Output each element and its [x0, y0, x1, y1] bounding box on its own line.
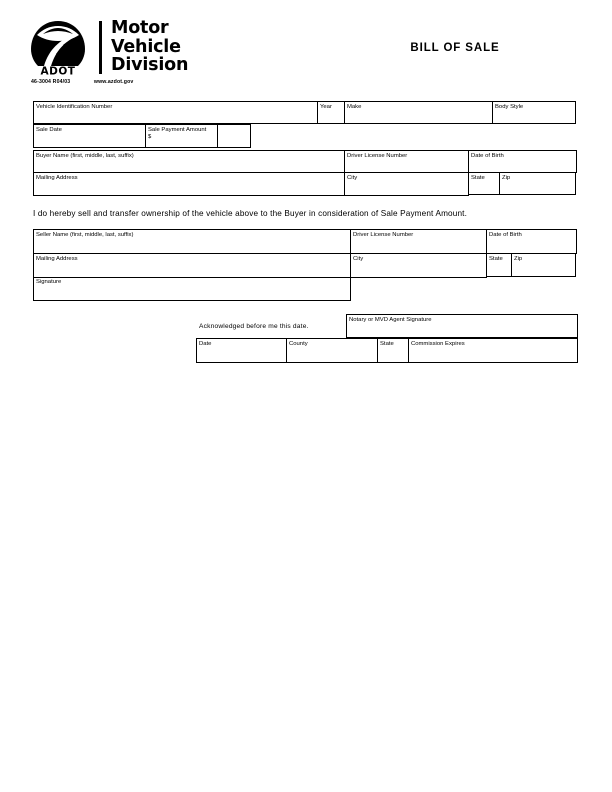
- table-row: [34, 151, 577, 173]
- agency-name-line-1: Motor: [111, 18, 169, 38]
- buyer-information-table: [33, 150, 577, 196]
- agency-name-line-2: Vehicle: [111, 36, 181, 57]
- table-row: [34, 102, 576, 124]
- buyer-state-cell[interactable]: [469, 173, 500, 195]
- seller-mailing-address-cell[interactable]: [34, 254, 351, 278]
- buyer-city-label: City: [347, 174, 358, 181]
- seller-signature-cell[interactable]: [34, 277, 351, 300]
- vehicle-information-table: [33, 101, 576, 124]
- buyer-zip-label: Zip: [502, 174, 511, 181]
- seller-state-label: State: [489, 255, 503, 262]
- notary-signature-label: Notary or MVD Agent Signature: [349, 316, 432, 323]
- notary-commission-expires-cell[interactable]: [409, 339, 578, 363]
- make-label: Make: [347, 103, 362, 110]
- sale-date-cell[interactable]: [34, 125, 146, 148]
- table-row: [197, 339, 578, 363]
- adot-wordmark: ADOT: [40, 65, 76, 76]
- form-number: 46-3004 R04/03: [31, 79, 71, 85]
- buyer-state-label: State: [471, 174, 485, 181]
- notary-state-label: State: [380, 340, 394, 347]
- sale-date-label: Sale Date: [36, 126, 62, 133]
- buyer-date-of-birth-label: Date of Birth: [471, 152, 504, 159]
- seller-city-label: City: [353, 255, 364, 262]
- logo-divider: [99, 21, 102, 74]
- vin-label: Vehicle Identification Number: [36, 103, 113, 110]
- form-meta-line: [31, 79, 133, 85]
- table-row: [34, 173, 577, 196]
- buyer-mailing-address-label: Mailing Address: [36, 174, 78, 181]
- seller-date-of-birth-label: Date of Birth: [489, 231, 522, 238]
- notary-county-label: County: [289, 340, 308, 347]
- seller-zip-label: Zip: [514, 255, 523, 262]
- notary-date-label: Date: [199, 340, 212, 347]
- page-title: BILL OF SALE: [410, 42, 500, 54]
- currency-symbol: $: [148, 133, 152, 140]
- buyer-city-cell[interactable]: [345, 173, 469, 196]
- body-style-label: Body Style: [495, 103, 524, 110]
- notary-date-cell[interactable]: [197, 339, 287, 363]
- notary-details-table: [196, 338, 578, 363]
- transfer-statement: I do hereby sell and transfer ownership of the vehicle above to the Buyer in consideration of Sale Payment Amount.: [33, 209, 467, 218]
- sale-payment-amount-cell[interactable]: [146, 125, 218, 148]
- table-row: [347, 315, 578, 338]
- seller-name-label: Seller Name (first, middle, last, suffix): [36, 231, 134, 238]
- sale-payment-amount-entry-cell[interactable]: [218, 125, 251, 148]
- seller-state-cell[interactable]: [487, 254, 512, 277]
- buyer-date-of-birth-cell[interactable]: [469, 151, 577, 173]
- seller-driver-license-cell[interactable]: [351, 230, 487, 254]
- year-cell[interactable]: [318, 102, 345, 124]
- seller-name-cell[interactable]: [34, 230, 351, 254]
- seller-city-cell[interactable]: [351, 254, 487, 278]
- seller-signature-label: Signature: [36, 279, 62, 285]
- buyer-driver-license-label: Driver License Number: [347, 152, 408, 159]
- year-label: Year: [320, 103, 332, 110]
- seller-information-table: [33, 229, 577, 301]
- agency-website: www.azdot.gov: [93, 79, 134, 85]
- vin-cell[interactable]: [34, 102, 318, 124]
- acknowledgement-text: Acknowledged before me this date.: [199, 323, 309, 330]
- buyer-name-label: Buyer Name (first, middle, last, suffix): [36, 152, 134, 159]
- sale-payment-amount-label: Sale Payment Amount: [148, 126, 207, 133]
- notary-signature-table: [346, 314, 578, 338]
- make-cell[interactable]: [345, 102, 493, 124]
- sale-information-table: [33, 124, 251, 148]
- notary-state-cell[interactable]: [378, 339, 409, 363]
- table-row: [34, 125, 251, 148]
- buyer-zip-cell[interactable]: [500, 173, 576, 195]
- seller-mailing-address-label: Mailing Address: [36, 255, 78, 262]
- notary-county-cell[interactable]: [287, 339, 378, 363]
- seller-zip-cell[interactable]: [512, 254, 576, 277]
- table-row: [34, 254, 577, 278]
- buyer-mailing-address-cell[interactable]: [34, 173, 345, 196]
- buyer-name-cell[interactable]: [34, 151, 345, 173]
- adot-logo-block: [29, 20, 229, 92]
- agency-name-line-3: Division: [111, 55, 189, 76]
- notary-commission-expires-label: Commission Expires: [411, 340, 465, 347]
- adot-logo-icon: [29, 20, 87, 76]
- table-row: [34, 277, 577, 300]
- notary-signature-cell[interactable]: [347, 315, 578, 338]
- seller-date-of-birth-cell[interactable]: [487, 230, 577, 254]
- seller-driver-license-label: Driver License Number: [353, 231, 414, 238]
- body-style-cell[interactable]: [493, 102, 576, 124]
- buyer-driver-license-cell[interactable]: [345, 151, 469, 173]
- document-header: [0, 0, 612, 98]
- agency-name: [111, 19, 188, 75]
- table-row: [34, 230, 577, 254]
